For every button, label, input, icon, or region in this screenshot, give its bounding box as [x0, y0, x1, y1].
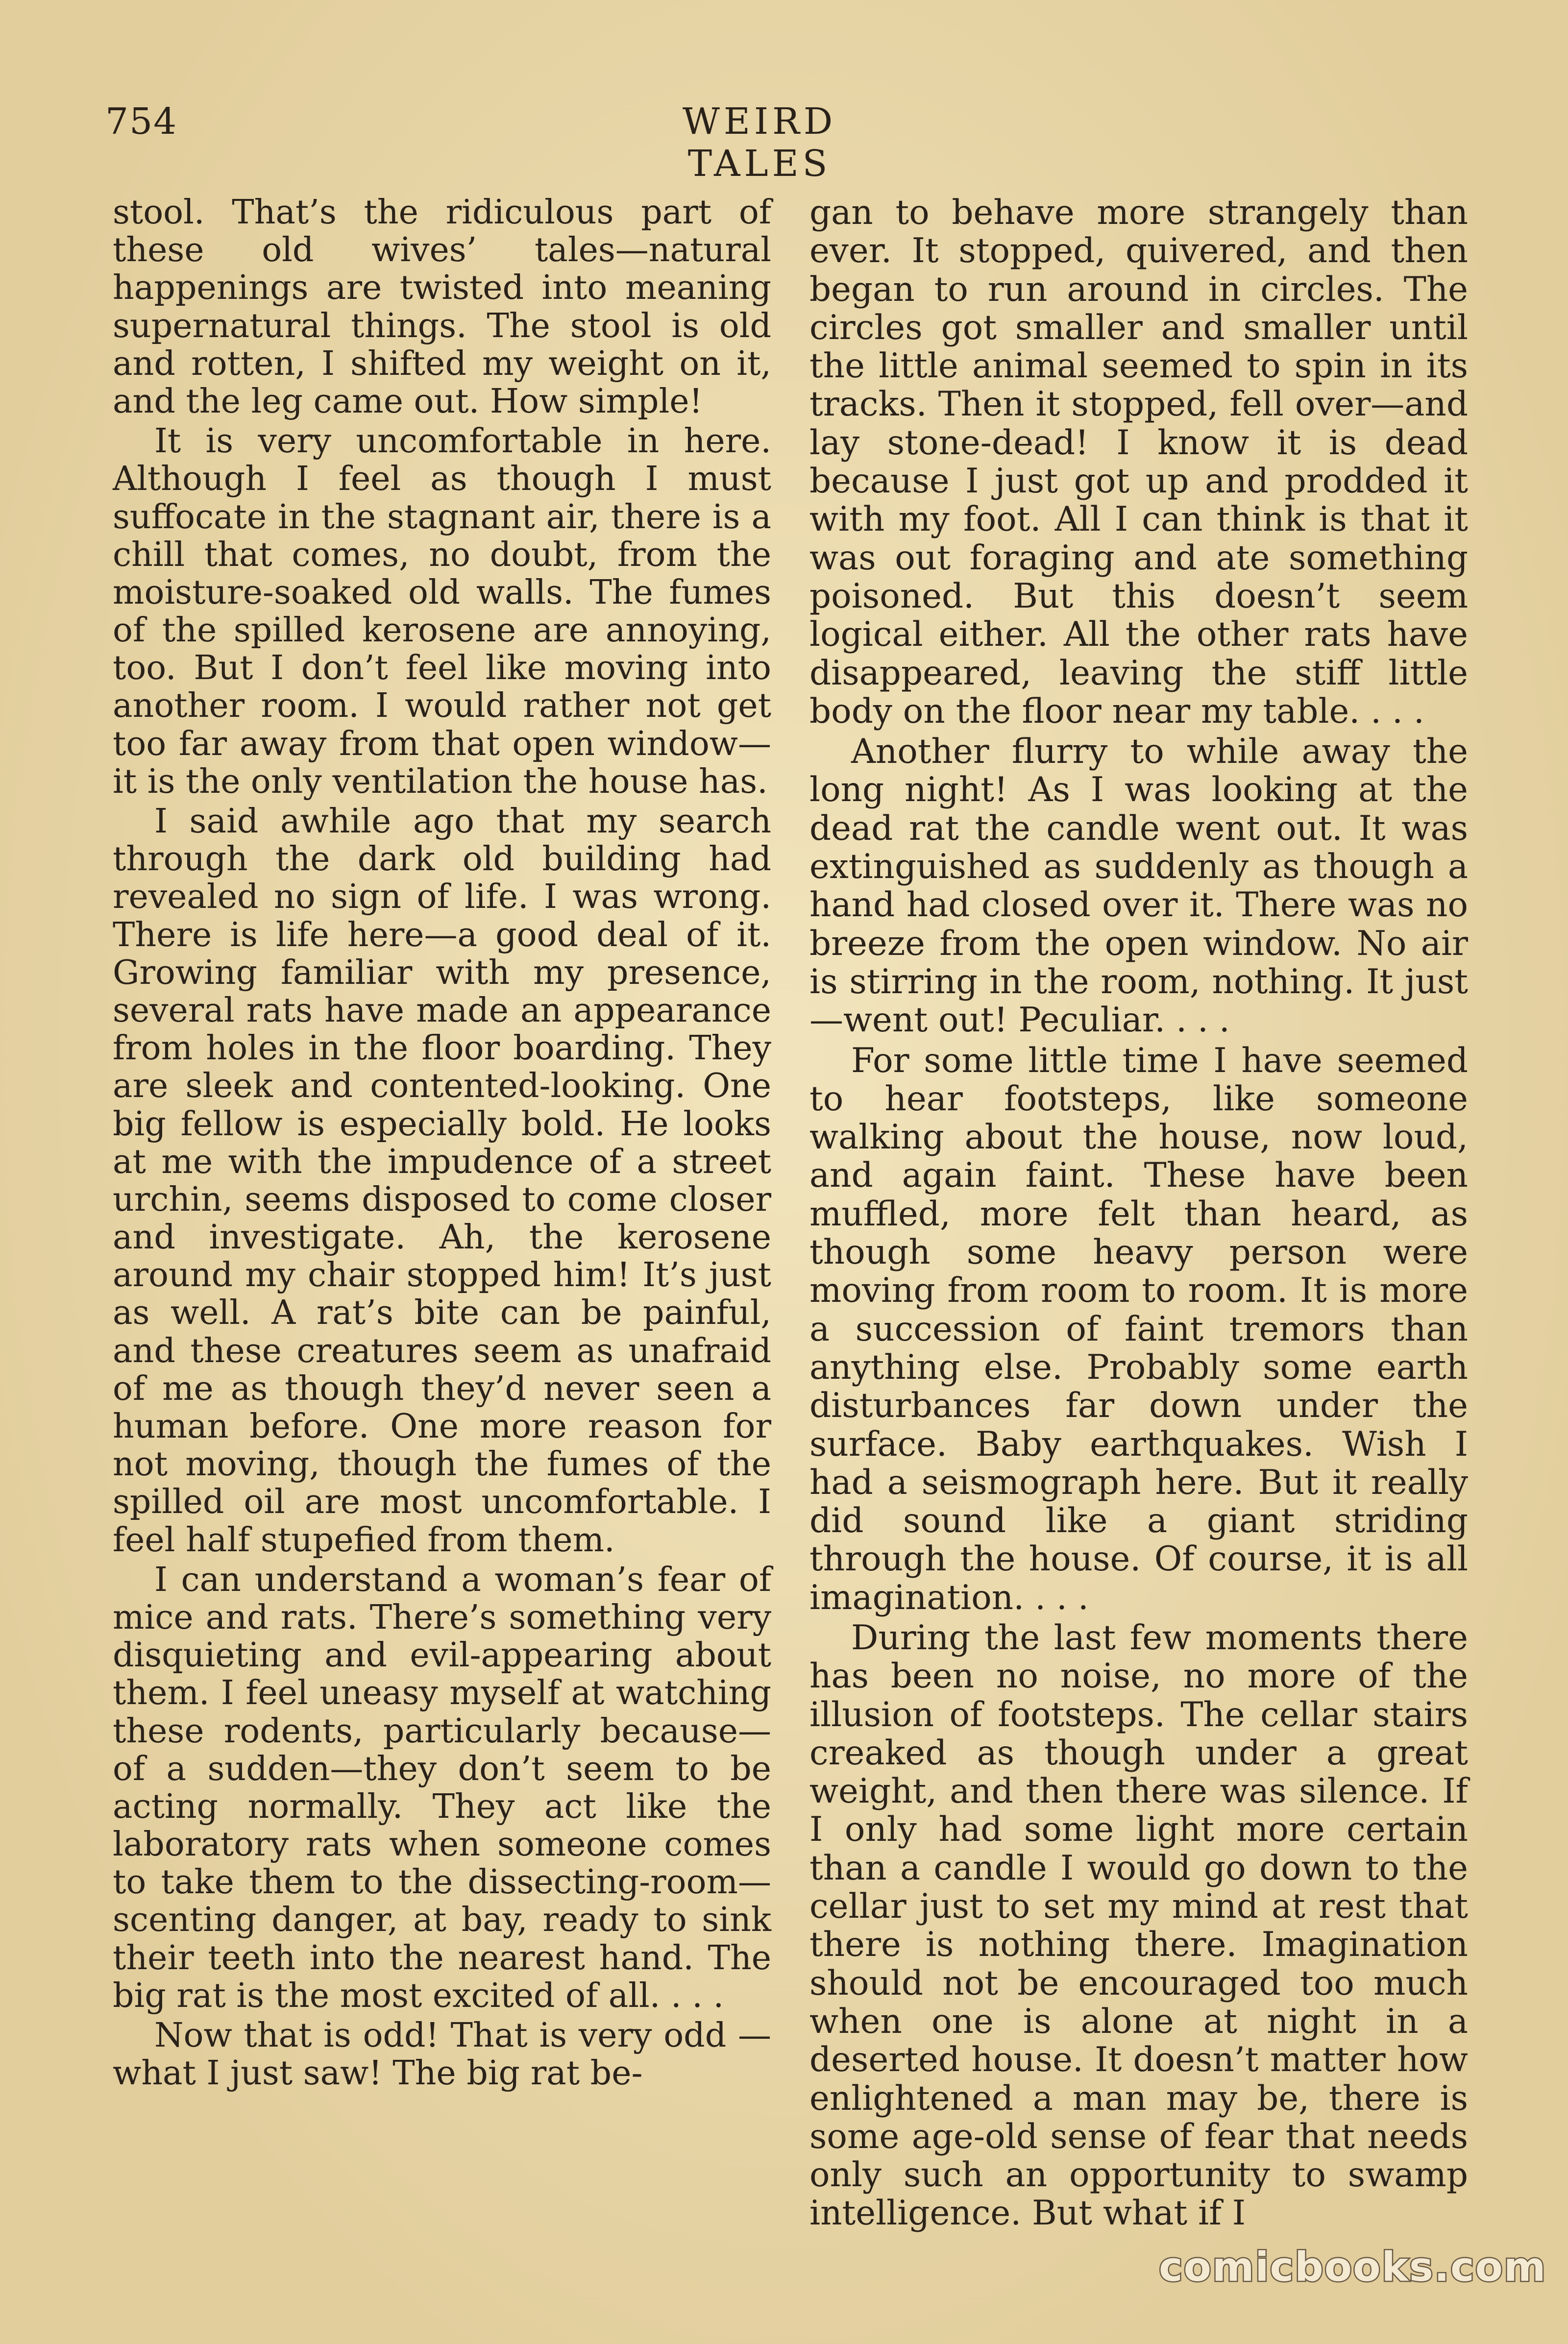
paragraph: I can understand a woman’s fear of mice and rats. There’s something very disquieting and evil-appearing about them. I feel uneasy myself at watching these rodents, particularly because—of a sudden—they don’t seem to be acting normally. They act like the laboratory rats when someone comes to take them to the dissecting-room—scenting danger, at bay, ready to sink their teeth into the nearest hand. The big rat is the most excited of all. . . .: [113, 1560, 771, 2015]
right-column: [809, 194, 1468, 2233]
paragraph: Now that is odd! That is very odd —what I just saw! The big rat be-: [113, 2016, 771, 2093]
page-header: [0, 100, 1568, 185]
paragraph: Another flurry to while away the long night! As I was looking at the dead rat the candle went out. It was extinguished as suddenly as though a hand had closed over it. There was no breeze from the open window. No air is stirring in the room, nothing. It just—went out! Peculiar. . . .: [809, 732, 1468, 1040]
running-title: WEIRD TALES: [682, 100, 837, 185]
paragraph: stool. That’s the ridiculous part of these old wives’ tales—natural happenings are twisted into meaning supernatural things. The stool is old and rotten, I shifted my weight on it, and the leg came out. How simple!: [113, 193, 771, 421]
paragraph: I said awhile ago that my search through the dark old building had revealed no sign of life. I was wrong. There is life here—a good deal of it. Growing familiar with my presence, several rats have made an appearance from holes in the floor boarding. They are sleek and contented-looking. One big fellow is especially bold. He looks at me with the impudence of a street urchin, seems disposed to come closer and investigate. Ah, the kerosene around my chair stopped him! It’s just as well. A rat’s bite can be painful, and these creatures seem as unafraid of me as though they’d never seen a human before. One more reason for not moving, though the fumes of the spilled oil are most uncomfortable. I feel half stupefied from them.: [113, 802, 771, 1560]
left-column: [113, 194, 771, 2092]
page-number: 754: [105, 100, 178, 143]
paragraph: It is very uncomfortable in here. Although I feel as though I must suffocate in the stagnant air, there is a chill that comes, no doubt, from the moisture-soaked old walls. The fumes of the spilled kerosene are annoying, too. But I don’t feel like moving into another room. I would rather not get too far away from that open window—it is the only ventilation the house has.: [113, 422, 771, 801]
site-watermark: comicbooks.com: [1159, 2244, 1547, 2291]
paragraph: For some little time I have seemed to hear footsteps, like someone walking about the house, now loud, and again faint. These have been muffled, more felt than heard, as though some heavy person were moving from room to room. It is more a succession of faint tremors than anything else. Probably some earth disturbances far down under the surface. Baby earthquakes. Wish I had a seismograph here. But it really did sound like a giant striding through the house. Of course, it is all imagination. . . .: [809, 1041, 1468, 1617]
paragraph: gan to behave more strangely than ever. It stopped, quivered, and then began to run around in circles. The circles got smaller and smaller until the little animal seemed to spin in its tracks. Then it stopped, fell over—and lay stone-dead! I know it is dead because I just got up and prodded it with my foot. All I can think is that it was out foraging and ate something poisoned. But this doesn’t seem logical either. All the other rats have disappeared, leaving the stiff little body on the floor near my table. . . .: [809, 193, 1468, 731]
paragraph: During the last few moments there has been no noise, no more of the illusion of footsteps. The cellar stairs creaked as though under a great weight, and then there was silence. If I only had some light more certain than a candle I would go down to the cellar just to set my mind at rest that there is nothing there. Imagination should not be encouraged too much when one is alone at night in a deserted house. It doesn’t matter how enlightened a man may be, there is some age-old sense of fear that needs only such an opportunity to swamp intelligence. But what if I: [809, 1618, 1468, 2233]
